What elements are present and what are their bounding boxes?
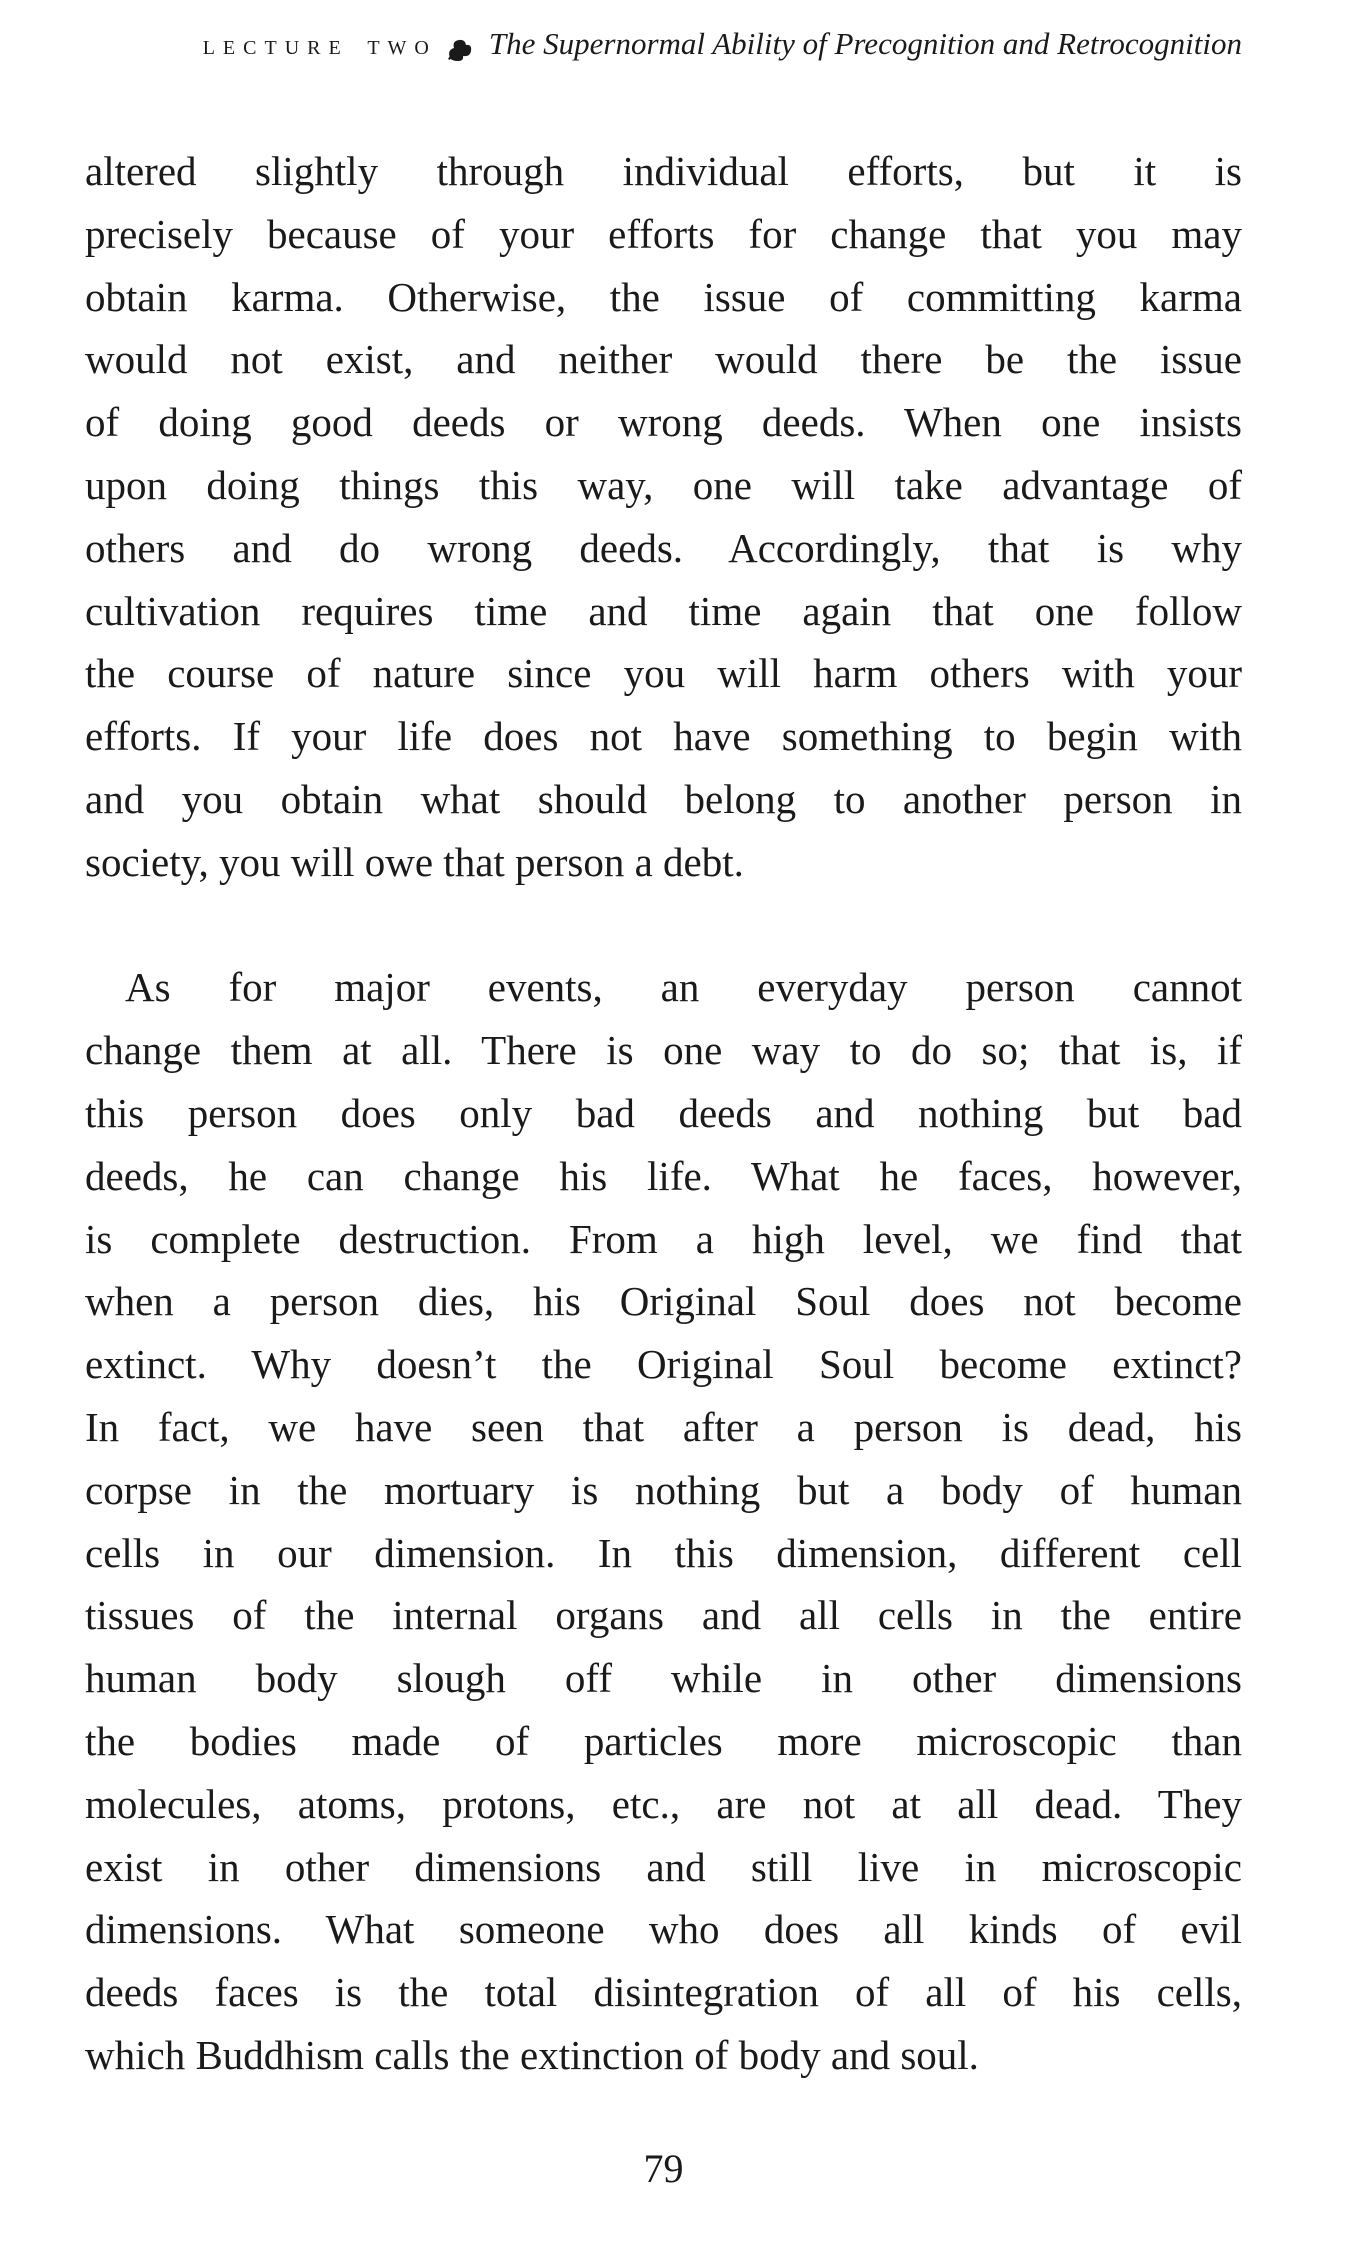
- paragraph: [85, 140, 1242, 894]
- text-line: tissues of the internal organs and all cells in the entire: [85, 1592, 1242, 1639]
- text-line: deeds faces is the total disintegration of all of his cells,: [85, 1969, 1242, 2016]
- text-line: exist in other dimensions and still live in microscopic: [85, 1843, 1242, 1890]
- text-line: precisely because of your efforts for change that you may: [85, 210, 1242, 257]
- text-line: cultivation requires time and time again that one follow: [85, 587, 1242, 634]
- text-line: which Buddhism calls the extinction of body and soul.: [85, 2031, 979, 2078]
- text-line: In fact, we have seen that after a person is dead, his: [85, 1403, 1242, 1450]
- text-line: this person does only bad deeds and nothing but bad: [85, 1089, 1242, 1136]
- text-line: of doing good deeds or wrong deeds. When one insists: [85, 399, 1242, 446]
- text-line: deeds, he can change his life. What he faces, however,: [85, 1152, 1242, 1199]
- page-number: 79: [643, 2145, 684, 2191]
- text-line: As for major events, an everyday person cannot: [125, 964, 1242, 1011]
- text-line: altered slightly through individual efforts, but it is: [85, 148, 1242, 194]
- text-line: others and do wrong deeds. Accordingly, that is why: [85, 524, 1242, 571]
- text-line: society, you will owe that person a debt.: [85, 838, 744, 885]
- text-line: would not exist, and neither would there be the issue: [85, 336, 1242, 383]
- text-line: upon doing things this way, one will take advantage of: [85, 461, 1242, 508]
- paragraph: [85, 956, 1242, 2086]
- text-line: obtain karma. Otherwise, the issue of committing karma: [85, 273, 1242, 320]
- hedera-leaf-icon: [447, 38, 473, 62]
- text-line: the bodies made of particles more microscopic than: [85, 1717, 1242, 1764]
- text-line: dimensions. What someone who does all kinds of evil: [85, 1906, 1242, 1953]
- text-line: molecules, atoms, protons, etc., are not at all dead. They: [85, 1780, 1242, 1827]
- chapter-title: The Supernormal Ability of Precognition and Retrocognition: [488, 26, 1242, 61]
- text-line: the course of nature since you will harm others with your: [85, 650, 1242, 697]
- text-line: and you obtain what should belong to another person in: [85, 775, 1242, 822]
- text-line: human body slough off while in other dimensions: [85, 1655, 1242, 1702]
- text-line: is complete destruction. From a high level, we find that: [85, 1215, 1242, 1262]
- text-line: extinct. Why doesn’t the Original Soul become extinct?: [85, 1341, 1242, 1388]
- running-header: [85, 26, 1242, 66]
- text-line: efforts. If your life does not have something to begin with: [85, 713, 1242, 760]
- body-text: [85, 140, 1242, 2087]
- lecture-label: LECTURE TWO: [202, 37, 437, 59]
- text-line: when a person dies, his Original Soul does not become: [85, 1278, 1242, 1325]
- text-line: change them at all. There is one way to do so; that is, if: [85, 1027, 1242, 1074]
- text-line: corpse in the mortuary is nothing but a body of human: [85, 1466, 1242, 1513]
- text-line: cells in our dimension. In this dimension, different cell: [85, 1529, 1242, 1576]
